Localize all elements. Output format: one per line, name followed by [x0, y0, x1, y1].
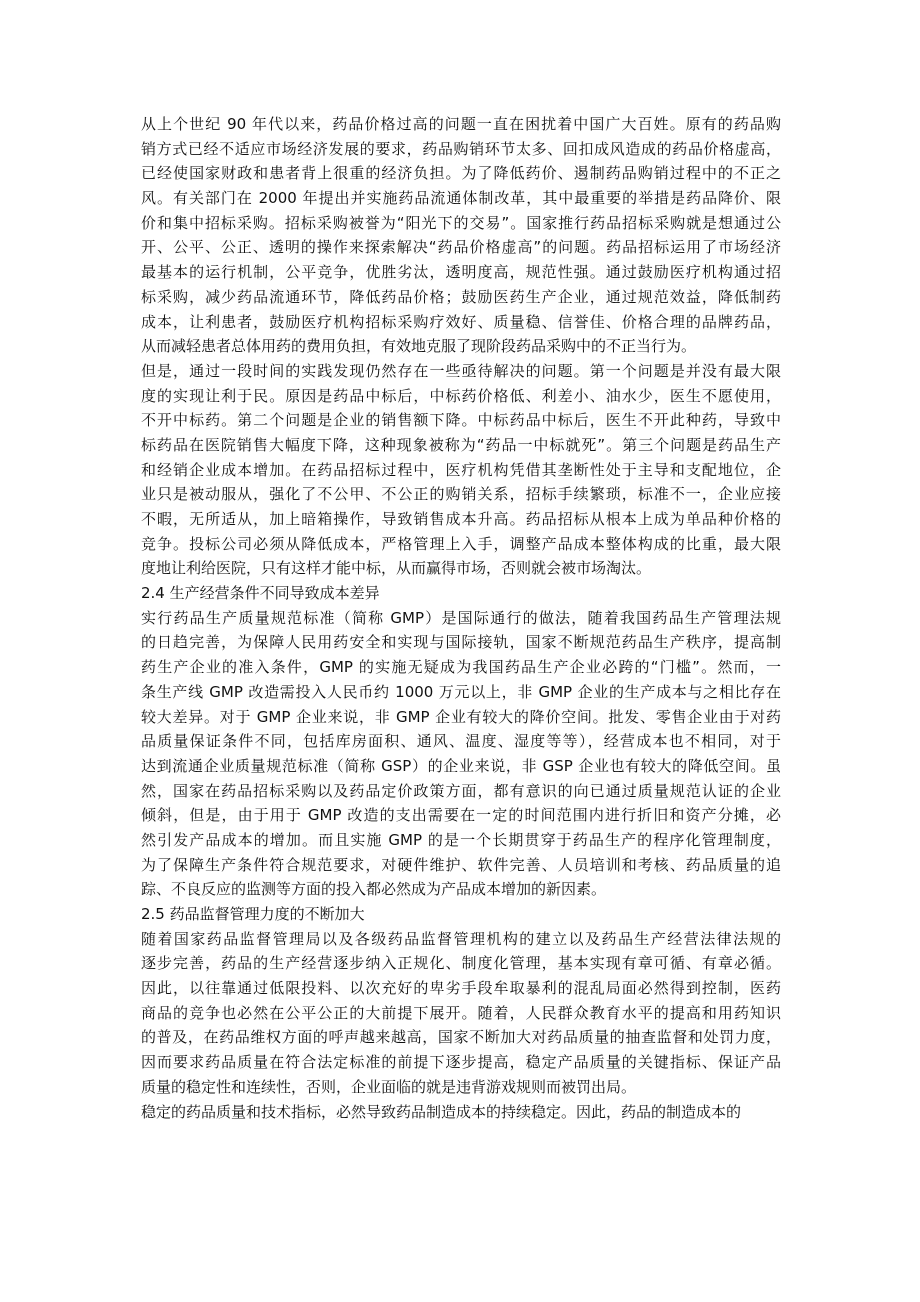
- section-heading: [141, 581, 781, 606]
- text-line: 的日趋完善，为保障人民用药安全和实现与国际接轨，国家不断规范药品生产秩序，提高制: [141, 633, 781, 652]
- text-line: 从而减轻患者总体用药的费用负担，有效地克服了现阶段药品采购中的不正当行为。: [141, 337, 697, 356]
- text-line: 业只是被动服从，强化了不公甲、不公正的购销关系，招标手续繁琐，标准不一，企业应接: [141, 485, 781, 504]
- text-line: 药生产企业的准入条件，GMP 的实施无疑成为我国药品生产企业必跨的“门槛”。然而，一: [141, 658, 781, 677]
- paragraph: [141, 927, 781, 1100]
- text-line: 标药品在医院销售大幅度下降，这种现象被称为“药品一中标就死”。第三个问题是药品生产: [141, 435, 781, 454]
- text-line: 不暇，无所适从，加上暗箱操作，导致销售成本升高。药品招标从根本上成为单品种价格的: [141, 510, 781, 528]
- text-line: 然引发产品成本的增加。而且实施 GMP 的是一个长期贯穿于药品生产的程序化管理制度，: [141, 830, 781, 849]
- section-heading: [141, 902, 781, 927]
- text-line: 竞争。投标公司必须从降低成本，严格管理上入手，调整产品成本整体构成的比重，最大限: [141, 534, 781, 553]
- text-line: 开、公平、公正、透明的操作来探索解决“药品价格虚高”的问题。药品招标运用了市场经济: [141, 238, 781, 257]
- text-line: 因此，以往靠通过低限投料、以次充好的卑劣手段牟取暴利的混乱局面必然得到控制，医药: [141, 979, 781, 998]
- text-line: 质量的稳定性和连续性，否则，企业面临的就是违背游戏规则而被罚出局。: [141, 1077, 637, 1096]
- text-line: 实行药品生产质量规范标准（简称 GMP）是国际通行的做法，随着我国药品生产管理法规: [141, 608, 781, 627]
- text-line: 不开中标药。第二个问题是企业的销售额下降。中标药品中标后，医生不开此种药，导致中: [141, 411, 781, 430]
- text-line: 商品的竞争也必然在公平公正的大前提下展开。随着，人民群众教育水平的提高和用药知识: [141, 1003, 781, 1022]
- text-line: 逐步完善，药品的生产经营逐步纳入正规化、制度化管理，基本实现有章可循、有章必循。: [141, 954, 781, 973]
- text-line: 风。有关部门在 2000 年提出并实施药品流通体制改革，其中最重要的举措是药品降价、限: [141, 189, 781, 208]
- text-line: 倾斜，但是，由于用于 GMP 改造的支出需要在一定的时间范围内进行折旧和资产分摊，必: [141, 806, 781, 825]
- text-line: 度的实现让利于民。原因是药品中标后，中标药价格低、利差小、油水少，医生不愿使用，: [141, 386, 781, 405]
- text-line: 踪、不良反应的监测等方面的投入都必然成为产品成本增加的新因素。: [141, 880, 607, 899]
- text-line: 品质量保证条件不同，包括库房面积、通风、温度、湿度等等），经营成本也不相同，对于: [141, 732, 781, 751]
- text-line: 从上个世纪 90 年代以来，药品价格过高的问题一直在困扰着中国广大百姓。原有的药品购: [141, 115, 781, 133]
- document-page: [141, 112, 781, 1124]
- heading-text: 2.4 生产经营条件不同导致成本差异: [141, 584, 380, 603]
- text-line: 度地让利给医院，只有这样才能中标，从而赢得市场，否则就会被市场淘汰。: [141, 559, 652, 578]
- text-line: 成本，让利患者，鼓励医疗机构招标采购疗效好、质量稳、信誉佳、价格合理的品牌药品，: [141, 312, 781, 331]
- text-line: 因而要求药品质量在符合法定标准的前提下逐步提高，稳定产品质量的关键指标、保证产品: [141, 1053, 781, 1072]
- paragraph: [141, 606, 781, 902]
- text-line: 标采购，减少药品流通环节，降低药品价格；鼓励医药生产企业，通过规范效益，降低制药: [141, 287, 781, 306]
- text-line: 价和集中招标采购。招标采购被誉为“阳光下的交易”。国家推行药品招标采购就是想通过公: [141, 213, 781, 232]
- text-line: 的普及，在药品维权方面的呼声越来越高，国家不断加大对药品质量的抽查监督和处罚力度，: [141, 1028, 781, 1047]
- text-line: 为了保障生产条件符合规范要求，对硬件维护、软件完善、人员培训和考核、药品质量的追: [141, 855, 781, 874]
- text-line: 和经销企业成本增加。在药品招标过程中，医疗机构凭借其垄断性处于主导和支配地位，企: [141, 460, 781, 479]
- text-line: 然，国家在药品招标采购以及药品定价政策方面，都有意识的向已通过质量规范认证的企业: [141, 781, 781, 800]
- paragraph: [141, 112, 781, 359]
- text-line: 已经使国家财政和患者背上很重的经济负担。为了降低药价、遏制药品购销过程中的不正之: [141, 164, 781, 183]
- paragraph: [141, 359, 781, 581]
- text-line: 但是，通过一段时间的实践发现仍然存在一些亟待解决的问题。第一个问题是并没有最大限: [141, 361, 781, 380]
- text-line: 稳定的药品质量和技术指标，必然导致药品制造成本的持续稳定。因此，药品的制造成本的: [141, 1102, 742, 1121]
- text-line: 随着国家药品监督管理局以及各级药品监督管理机构的建立以及药品生产经营法律法规的: [141, 929, 781, 948]
- text-line: 最基本的运行机制，公平竞争，优胜劣汰，透明度高，规范性强。通过鼓励医疗机构通过招: [141, 263, 781, 282]
- heading-text: 2.5 药品监督管理力度的不断加大: [141, 905, 365, 923]
- text-line: 达到流通企业质量规范标准（简称 GSP）的企业来说，非 GSP 企业也有较大的降低空间。虽: [141, 756, 781, 775]
- text-line: 条生产线 GMP 改造需投入人民币约 1000 万元以上，非 GMP 企业的生产成本与之相比存在: [141, 682, 781, 701]
- paragraph: [141, 1100, 781, 1125]
- text-line: 较大差异。对于 GMP 企业来说，非 GMP 企业有较大的降价空间。批发、零售企业由于对药: [141, 707, 781, 726]
- text-line: 销方式已经不适应市场经济发展的要求，药品购销环节太多、回扣成风造成的药品价格虚高，: [141, 139, 781, 158]
